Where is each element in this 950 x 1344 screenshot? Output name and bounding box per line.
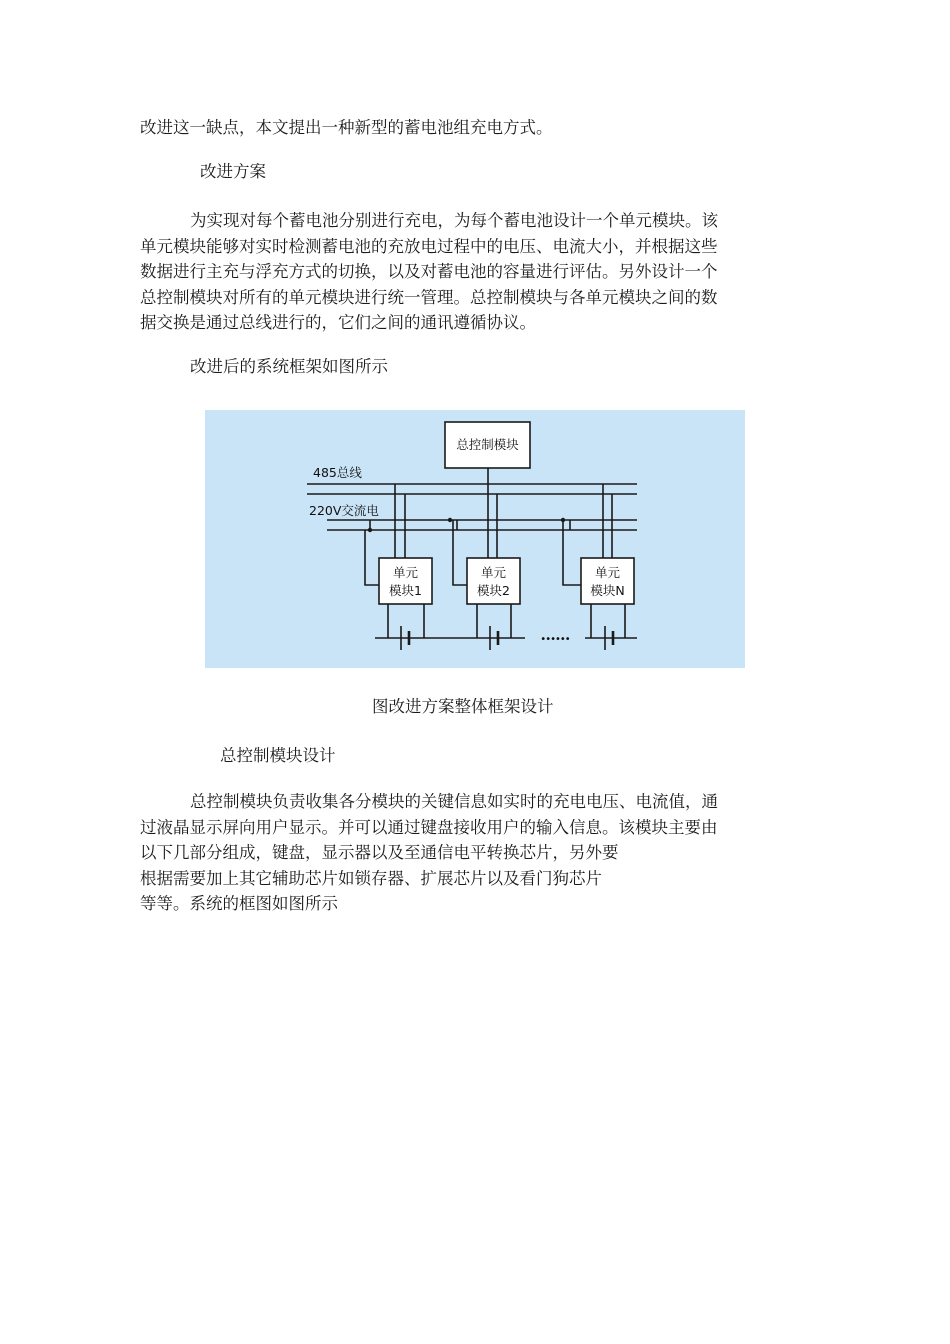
paragraph-line: 单元模块能够对实时检测蓄电池的充放电过程中的电压、电流大小，并根据这些 — [140, 236, 718, 256]
paragraph-line: 总控制模块负责收集各分模块的关键信息如实时的充电电压、电流值，通 — [190, 792, 718, 811]
paragraph-line: 根据需要加上其它辅助芯片如锁存器、扩展芯片以及看门狗芯片 — [140, 868, 602, 888]
paragraph-line: 为实现对每个蓄电池分别进行充电，为每个蓄电池设计一个单元模块。该 — [190, 211, 718, 230]
section-heading-improvement: 改进方案 — [200, 162, 266, 181]
paragraph-improvement — [140, 208, 810, 336]
junction-dot — [448, 518, 452, 522]
figure-caption: 图改进方案整体框架设计 — [372, 697, 554, 716]
section-heading-main-control: 总控制模块设计 — [220, 746, 336, 765]
paragraph-line: 以下几部分组成，键盘，显示器以及至通信电平转换芯片，另外要 — [140, 843, 619, 862]
main-module-label: 总控制模块 — [456, 437, 519, 452]
unit1-label-line1: 单元 — [392, 565, 419, 580]
junction-dot — [561, 518, 565, 522]
unitn-label-line1: 单元 — [594, 565, 621, 580]
paragraph-line: 等等。系统的框图如图所示 — [140, 894, 338, 913]
unit2-label-line2: 模块2 — [477, 583, 510, 598]
battery-ellipsis: •••••• — [540, 634, 570, 645]
system-architecture-diagram — [205, 410, 745, 668]
figure-intro: 改进后的系统框架如图所示 — [190, 357, 388, 376]
paragraph-line: 据交换是通过总线进行的，它们之间的通讯遵循协议。 — [140, 313, 536, 332]
unit2-label-line1: 单元 — [480, 565, 507, 580]
paragraph-line: 过液晶显示屏向用户显示。并可以通过键盘接收用户的输入信息。该模块主要由 — [140, 817, 718, 837]
bus-label: 485总线 — [313, 465, 362, 480]
intro-line: 改进这一缺点，本文提出一种新型的蓄电池组充电方式。 — [140, 118, 553, 137]
unitn-label-line2: 模块N — [590, 583, 625, 598]
paragraph-line: 总控制模块对所有的单元模块进行统一管理。总控制模块与各单元模块之间的数 — [140, 287, 718, 307]
unit1-ac-link-a — [365, 530, 379, 585]
diagram-svg — [205, 410, 745, 668]
paragraph-line: 数据进行主充与浮充方式的切换，以及对蓄电池的容量进行评估。另外设计一个 — [140, 262, 718, 281]
junction-dot — [368, 528, 372, 532]
unit1-label-line2: 模块1 — [389, 583, 422, 598]
paragraph-main-control — [140, 789, 810, 917]
ac-label: 220V交流电 — [309, 503, 379, 518]
